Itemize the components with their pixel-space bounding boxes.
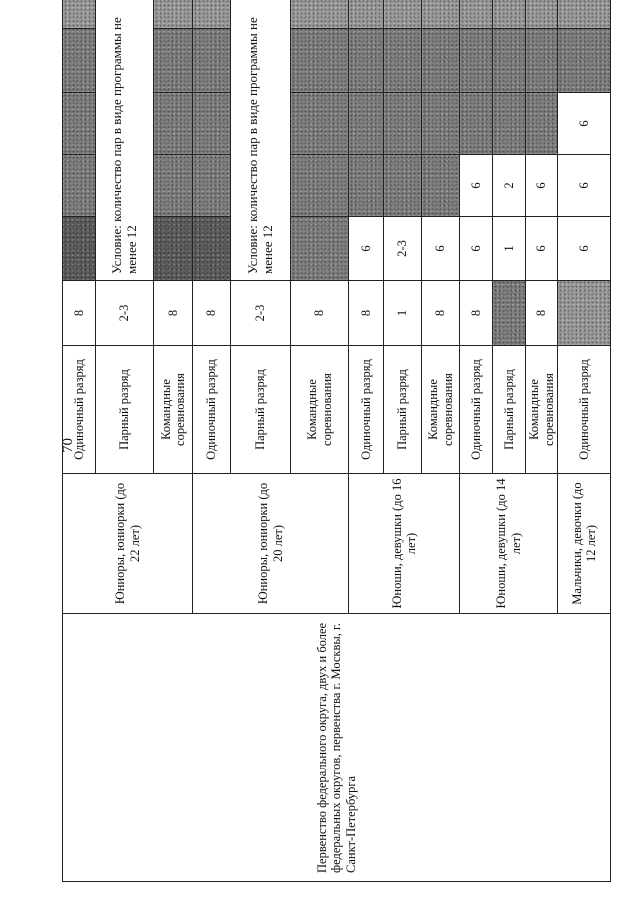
shaded-cell	[493, 29, 526, 93]
shaded-cell	[193, 217, 231, 281]
discipline-cell: Командные соревнования	[422, 346, 460, 474]
shaded-cell	[349, 155, 384, 217]
shaded-cell	[154, 93, 193, 155]
discipline-cell: Одиночный разряд	[193, 346, 231, 474]
value-cell: 1	[493, 217, 526, 281]
discipline-cell: Парный разряд	[231, 346, 291, 474]
shaded-cell	[422, 93, 460, 155]
shaded-cell	[558, 0, 611, 29]
shaded-cell	[384, 29, 422, 93]
norms-table	[62, 0, 611, 882]
shaded-cell	[193, 0, 231, 29]
value-cell: 6	[558, 93, 611, 155]
discipline-cell: Одиночный разряд	[460, 346, 493, 474]
value-cell: 6	[460, 217, 493, 281]
shaded-cell	[291, 93, 349, 155]
group-cell: Мальчики, девочки (до 12 лет)	[558, 474, 611, 614]
shaded-cell	[526, 0, 558, 29]
shaded-cell	[493, 0, 526, 29]
shaded-cell	[63, 0, 96, 29]
value-cell: 8	[154, 281, 193, 346]
shaded-cell	[460, 0, 493, 29]
shaded-cell	[63, 29, 96, 93]
value-cell: 2-3	[384, 217, 422, 281]
discipline-cell: Парный разряд	[96, 346, 154, 474]
group-cell: Юниоры, юниорки (до 22 лет)	[63, 474, 193, 614]
value-cell: 6	[349, 217, 384, 281]
value-cell: 6	[558, 217, 611, 281]
shaded-cell	[384, 0, 422, 29]
value-cell: 8	[422, 281, 460, 346]
group-cell: Юниоры, юниорки (до 20 лет)	[193, 474, 349, 614]
shaded-cell	[422, 155, 460, 217]
shaded-cell	[154, 217, 193, 281]
value-cell: 6	[526, 217, 558, 281]
shaded-cell	[63, 93, 96, 155]
value-cell: 8	[193, 281, 231, 346]
shaded-cell	[384, 155, 422, 217]
value-cell: 2	[493, 155, 526, 217]
shaded-cell	[349, 29, 384, 93]
shaded-cell	[154, 0, 193, 29]
value-cell: 2-3	[231, 281, 291, 346]
shaded-cell	[154, 155, 193, 217]
shaded-cell	[63, 155, 96, 217]
value-cell: 8	[460, 281, 493, 346]
shaded-cell	[193, 29, 231, 93]
table-row	[63, 0, 96, 882]
shaded-cell	[349, 93, 384, 155]
value-cell: 6	[558, 155, 611, 217]
page-number: 70	[60, 438, 76, 453]
shaded-cell	[154, 29, 193, 93]
shaded-cell	[558, 29, 611, 93]
value-cell: 6	[422, 217, 460, 281]
condition-cell: Условие: количество пар в виде программы не менее 12	[96, 0, 154, 281]
value-cell: 8	[291, 281, 349, 346]
shaded-cell	[493, 93, 526, 155]
shaded-cell	[422, 29, 460, 93]
shaded-cell	[291, 155, 349, 217]
shaded-cell	[460, 93, 493, 155]
discipline-cell: Парный разряд	[384, 346, 422, 474]
value-cell: 8	[526, 281, 558, 346]
rotated-table-container	[62, 17, 608, 882]
shaded-cell	[422, 0, 460, 29]
value-cell: 1	[384, 281, 422, 346]
discipline-cell: Одиночный разряд	[558, 346, 611, 474]
discipline-cell: Одиночный разряд	[349, 346, 384, 474]
group-cell: Юноши, девушки (до 14 лет)	[460, 474, 558, 614]
event-cell: Первенство федерального округа, двух и более федеральных округов, первенства г. Москвы, г. Санкт-Петербурга	[63, 614, 611, 882]
shaded-cell	[291, 0, 349, 29]
value-cell: 8	[63, 281, 96, 346]
shaded-cell	[63, 217, 96, 281]
shaded-cell	[291, 29, 349, 93]
discipline-cell: Парный разряд	[493, 346, 526, 474]
shaded-cell	[558, 281, 611, 346]
value-cell: 6	[526, 155, 558, 217]
discipline-cell: Командные соревнования	[154, 346, 193, 474]
shaded-cell	[493, 281, 526, 346]
discipline-cell: Командные соревнования	[291, 346, 349, 474]
shaded-cell	[291, 217, 349, 281]
shaded-cell	[349, 0, 384, 29]
value-cell: 8	[349, 281, 384, 346]
discipline-cell: Одиночный разряд	[63, 346, 96, 474]
shaded-cell	[384, 93, 422, 155]
shaded-cell	[460, 29, 493, 93]
shaded-cell	[193, 93, 231, 155]
condition-cell: Условие: количество пар в виде программы не менее 12	[231, 0, 291, 281]
shaded-cell	[193, 155, 231, 217]
group-cell: Юноши, девушки (до 16 лет)	[349, 474, 460, 614]
discipline-cell: Командные соревнования	[526, 346, 558, 474]
value-cell: 2-3	[96, 281, 154, 346]
shaded-cell	[526, 93, 558, 155]
shaded-cell	[526, 29, 558, 93]
value-cell: 6	[460, 155, 493, 217]
